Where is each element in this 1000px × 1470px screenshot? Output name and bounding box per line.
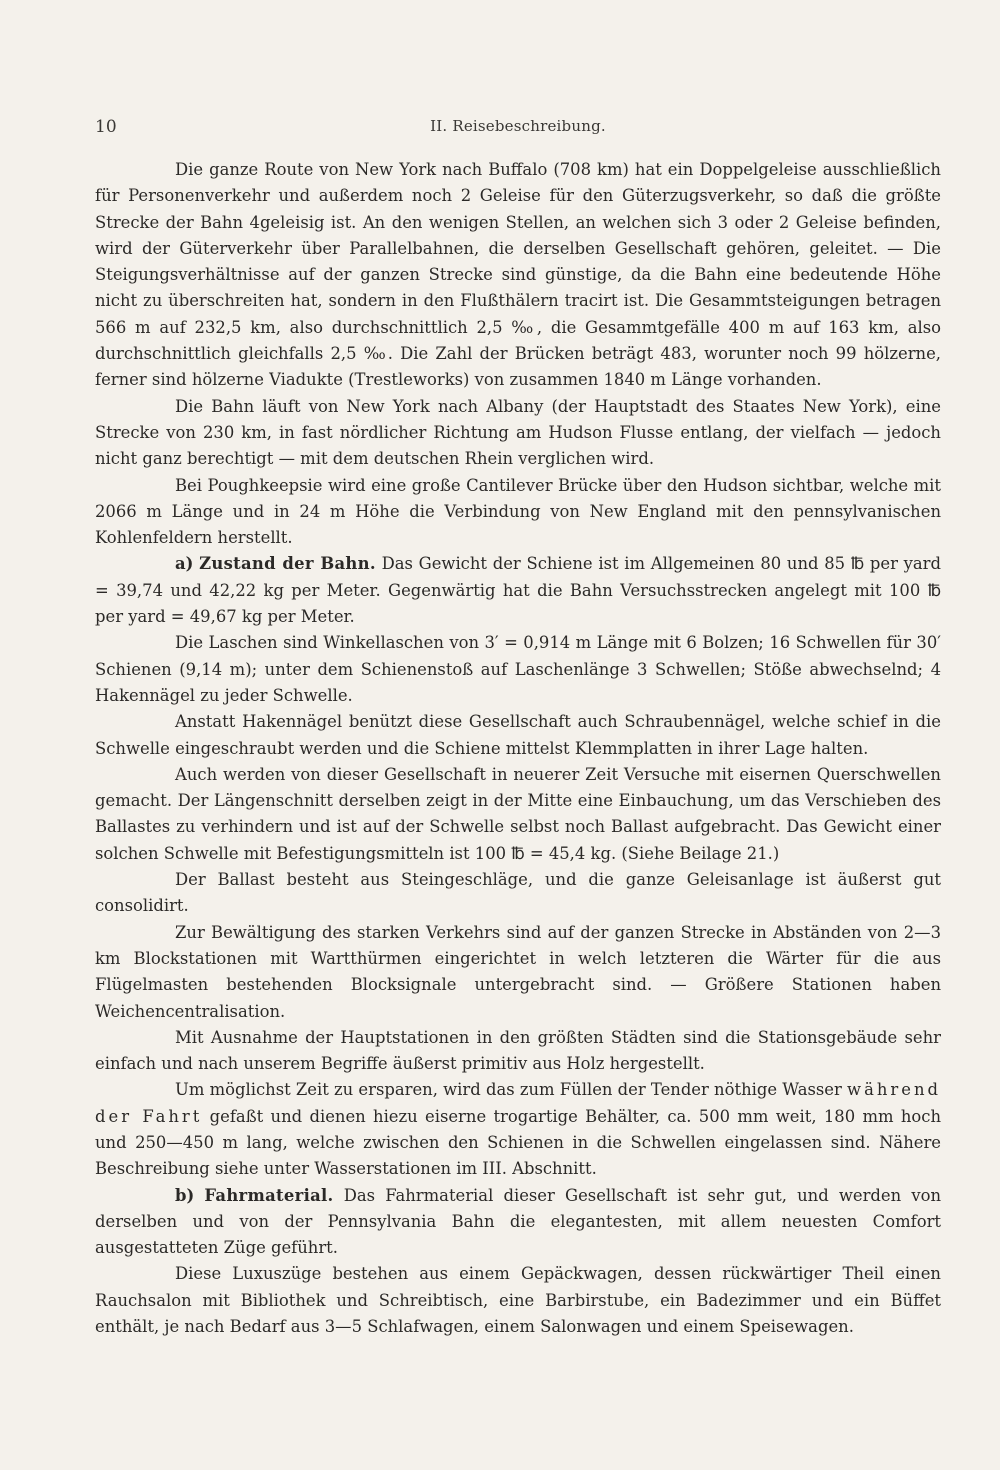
paragraph-text: Die Bahn läuft von New York nach Albany (der Hauptstadt des Staates New York), eine Strecke von 230 km, in fast nördlicher Richtung am Hudson Flusse entlang, der vielfach — jedoch nicht ganz berechtigt — mit dem deutschen Rhein verglichen wird.: [95, 396, 941, 469]
paragraph-text: Diese Luxuszüge bestehen aus einem Gepäckwagen, dessen rückwärtiger Theil einen Rauchsalon mit Bibliothek und Schreibtisch, eine Barbirstube, ein Badezimmer und ein Büffet enthält, je nach Bedarf aus 3—5 Schlafwagen, einem Salonwagen und einem Speisewagen.: [95, 1264, 941, 1337]
paragraph-ballast: [95, 867, 941, 920]
paragraph-text: Zur Bewältigung des starken Verkehrs sind auf der ganzen Strecke in Abständen von 2—3 km Blockstationen mit Wartthürmen eingerichtet in welch letzteren die Wärter für die aus Flügelmasten bestehenden Blocksignale untergebracht sind. — Größere Stationen haben Weichencentralisation.: [95, 922, 941, 1021]
spaced-emphasis: während der Fahrt: [95, 1080, 941, 1126]
paragraph-text: Die ganze Route von New York nach Buffalo (708 km) hat ein Doppelgeleise ausschließlich für Personenverkehr und außerdem noch 2 Geleise für den Güterzugsverkehr, so daß die größte Strecke der Bahn 4geleisig ist. An den wenigen Stellen, an welchen sich 3 oder 2 Geleise befinden, wird der Güterverkehr über Parallelbahnen, die derselben Gesellschaft gehören, geleitet. — Die Steigungsverhältnisse auf der ganzen Strecke sind günstige, da die Bahn eine bedeutende Höhe nicht zu überschreiten hat, sondern in den Flußthälern tracirt ist. Die Gesammtsteigungen betragen 566 m auf 232,5 km, also durchschnittlich 2,5 ‰, die Gesammtgefälle 400 m auf 163 km, also durchschnittlich gleichfalls 2,5 ‰. Die Zahl der Brücken beträgt 483, worunter noch 99 hölzerne, ferner sind hölzerne Viadukte (Trestleworks) von zusammen 1840 m Länge vorhanden.: [95, 160, 941, 390]
paragraph-zustand: [95, 551, 941, 630]
running-head: II. Reisebeschreibung.: [430, 117, 606, 135]
paragraph-poughkeepsie: [95, 473, 941, 552]
paragraph-text: Das Fahrmaterial dieser Gesellschaft ist sehr gut, und werden von derselben und von der Pennsylvania Bahn die elegantesten, mit allem neuesten Comfort ausgestatteten Züge geführt.: [95, 1185, 941, 1258]
paragraph-querschwellen: [95, 762, 941, 867]
paragraph-albany: [95, 394, 941, 473]
section-letter: a): [175, 554, 194, 574]
paragraph-blockstationen: [95, 920, 941, 1025]
page-number: 10: [95, 117, 117, 137]
paragraph-text: Um möglichst Zeit zu ersparen, wird das zum Füllen der Tender nöthige Wasser: [175, 1080, 842, 1100]
paragraph-luxuszuege: [95, 1261, 941, 1340]
section-heading: Fahrmaterial.: [204, 1185, 334, 1205]
paragraph-text: Der Ballast besteht aus Steingeschläge, und die ganze Geleisanlage ist äußerst gut consolidirt.: [95, 870, 941, 916]
paragraph-laschen: [95, 630, 941, 709]
paragraph-text: gefaßt und dienen hiezu eiserne trogartige Behälter, ca. 500 mm weit, 180 mm hoch und 250—450 m lang, welche zwischen den Schienen in die Schwellen eingelassen sind. Nähere Beschreibung siehe unter Wasserstationen im III. Abschnitt.: [95, 1106, 941, 1179]
paragraph-text: Das Gewicht der Schiene ist im Allgemeinen 80 und 85 ℔ per yard = 39,74 und 42,22 kg per Meter. Gegenwärtig hat die Bahn Versuchsstrecken angelegt mit 100 ℔ per yard = 49,67 kg per Meter.: [95, 554, 941, 627]
paragraph-text: Anstatt Hakennägel benützt diese Gesellschaft auch Schraubennägel, welche schief in die Schwelle eingeschraubt werden und die Schiene mittelst Klemmplatten in ihrer Lage halten.: [95, 712, 941, 758]
paragraph-hakennaegel: [95, 709, 941, 762]
paragraph-text: Auch werden von dieser Gesellschaft in neuerer Zeit Versuche mit eisernen Querschwellen gemacht. Der Längenschnitt derselben zeigt in der Mitte eine Einbauchung, um das Verschieben des Ballastes zu verhindern und ist auf der Schwelle selbst noch Ballast aufgebracht. Das Gewicht einer solchen Schwelle mit Befestigungsmitteln ist 100 ℔ = 45,4 kg. (Siehe Beilage 21.): [95, 764, 941, 863]
paragraph-stationsgebaeude: [95, 1025, 941, 1078]
paragraph-route: [95, 157, 941, 394]
paragraph-text: Die Laschen sind Winkellaschen von 3′ = 0,914 m Länge mit 6 Bolzen; 16 Schwellen für 30′ Schienen (9,14 m); unter dem Schienenstoß auf Laschenlänge 3 Schwellen; Stöße abwechselnd; 4 Hakennägel zu jeder Schwelle.: [95, 633, 941, 705]
section-heading: Zustand der Bahn.: [199, 554, 376, 574]
paragraph-text: Mit Ausnahme der Hauptstationen in den größten Städten sind die Stationsgebäude sehr einfach und nach unserem Begriffe äußerst primitiv aus Holz hergestellt.: [95, 1027, 941, 1074]
paragraph-fahrmaterial: [95, 1183, 941, 1262]
paragraph-wasser: [95, 1077, 941, 1182]
section-letter: b): [175, 1185, 195, 1205]
paragraph-text: Bei Poughkeepsie wird eine große Cantilever Brücke über den Hudson sichtbar, welche mit 2066 m Länge und in 24 m Höhe die Verbindung von New England mit den pennsylvanischen Kohlenfeldern herstellt.: [95, 475, 941, 548]
body-text: [95, 157, 941, 1340]
page-header: [95, 117, 941, 143]
